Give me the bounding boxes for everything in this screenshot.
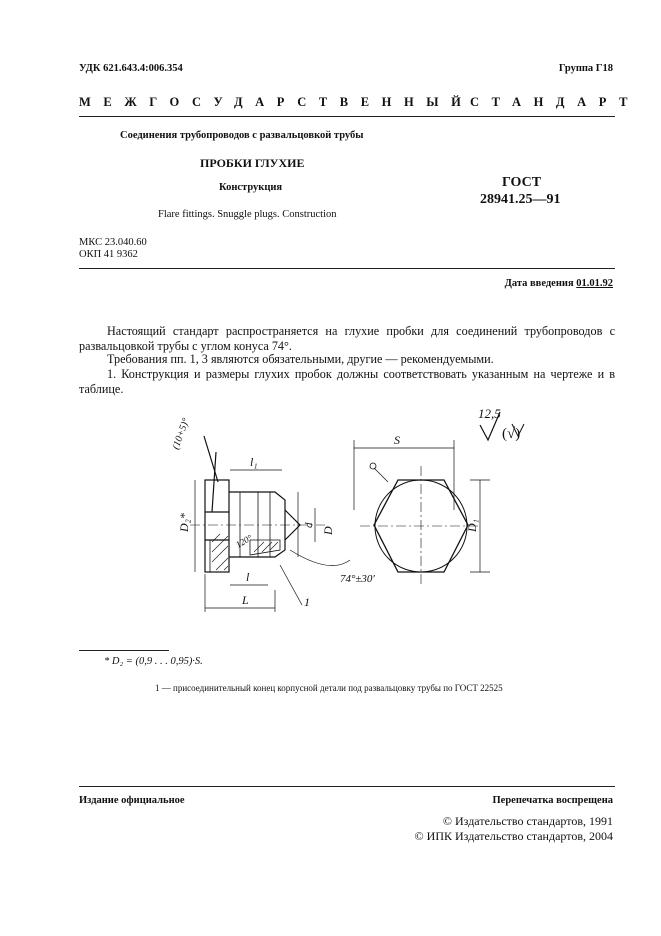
- edition-official: Издание официальное: [79, 795, 185, 806]
- intro-date-label: Дата введения: [504, 278, 574, 289]
- group-code: Группа Г18: [558, 63, 613, 74]
- dim-D1: D₁: [465, 519, 479, 532]
- copyright-2004: © ИПК Издательство стандартов, 2004: [414, 829, 613, 843]
- okp-code: ОКП 41 9362: [79, 249, 138, 260]
- paragraph-requirements: Требования пп. 1, 3 являются обязательными, другие — рекомендуемыми.: [107, 352, 494, 366]
- paragraph-construction: 1. Конструкция и размеры глухих пробок должны соответствовать указанным на чертеже и в таблице.: [79, 367, 615, 396]
- footnote: [104, 656, 203, 667]
- chamfer-label: (10+5)°: [170, 416, 192, 452]
- footnote-formula: D₂ = (0,9 . . . 0,95)·S.: [111, 656, 203, 667]
- title-line1: Соединения трубопроводов с развальцовкой трубы: [120, 130, 364, 141]
- intro-date-value: 01.01.92: [576, 278, 613, 289]
- paragraph-scope: Настоящий стандарт распространяется на глухие пробки для соединений трубопроводов с развальцовкой трубы с углом конуса 74°.: [79, 324, 615, 353]
- title-line3: Конструкция: [219, 182, 283, 193]
- dim-S: S: [394, 433, 400, 447]
- title-line2: ПРОБКИ ГЛУХИЕ: [200, 156, 305, 170]
- dim-d: d: [303, 522, 315, 528]
- dim-L: L: [242, 593, 249, 607]
- udk-code: УДК 621.643.4:006.354: [79, 63, 183, 74]
- footnote-star: *: [104, 656, 110, 667]
- dim-120: 120°: [234, 532, 254, 550]
- mks-code: МКС 23.040.60: [79, 237, 147, 248]
- roughness-paren: (√): [502, 426, 521, 442]
- banner-interstate: МЕЖГОСУДАРСТВЕННЫЙ: [79, 95, 474, 109]
- title-english: Flare fittings. Snuggle plugs. Construction: [158, 209, 337, 220]
- dim-angle: 74°±30′: [340, 573, 375, 585]
- leader-1: 1: [304, 595, 310, 609]
- intro-date: [505, 278, 613, 289]
- title-rule: [79, 268, 615, 269]
- plug-drawing: [150, 400, 550, 630]
- gost-label: ГОСТ: [502, 175, 542, 190]
- drawing-legend: 1 — присоединительный конец корпусной детали под развальцовку трубы по ГОСТ 22525: [155, 683, 503, 693]
- gost-number: 28941.25—91: [480, 192, 561, 207]
- header-rule: [79, 116, 615, 117]
- roughness-value: 12,5: [478, 406, 501, 421]
- dim-D: D: [321, 526, 335, 535]
- footer-rule: [79, 786, 615, 787]
- dim-d2: D₂*: [177, 513, 191, 532]
- reprint-prohibited: Перепечатка воспрещена: [492, 795, 613, 806]
- copyright-1991: © Издательство стандартов, 1991: [442, 814, 613, 828]
- dim-l1: l₁: [250, 455, 258, 469]
- banner-standard: СТАНДАРТ: [470, 95, 641, 109]
- dim-l: l: [246, 570, 250, 584]
- footnote-rule: [79, 650, 169, 651]
